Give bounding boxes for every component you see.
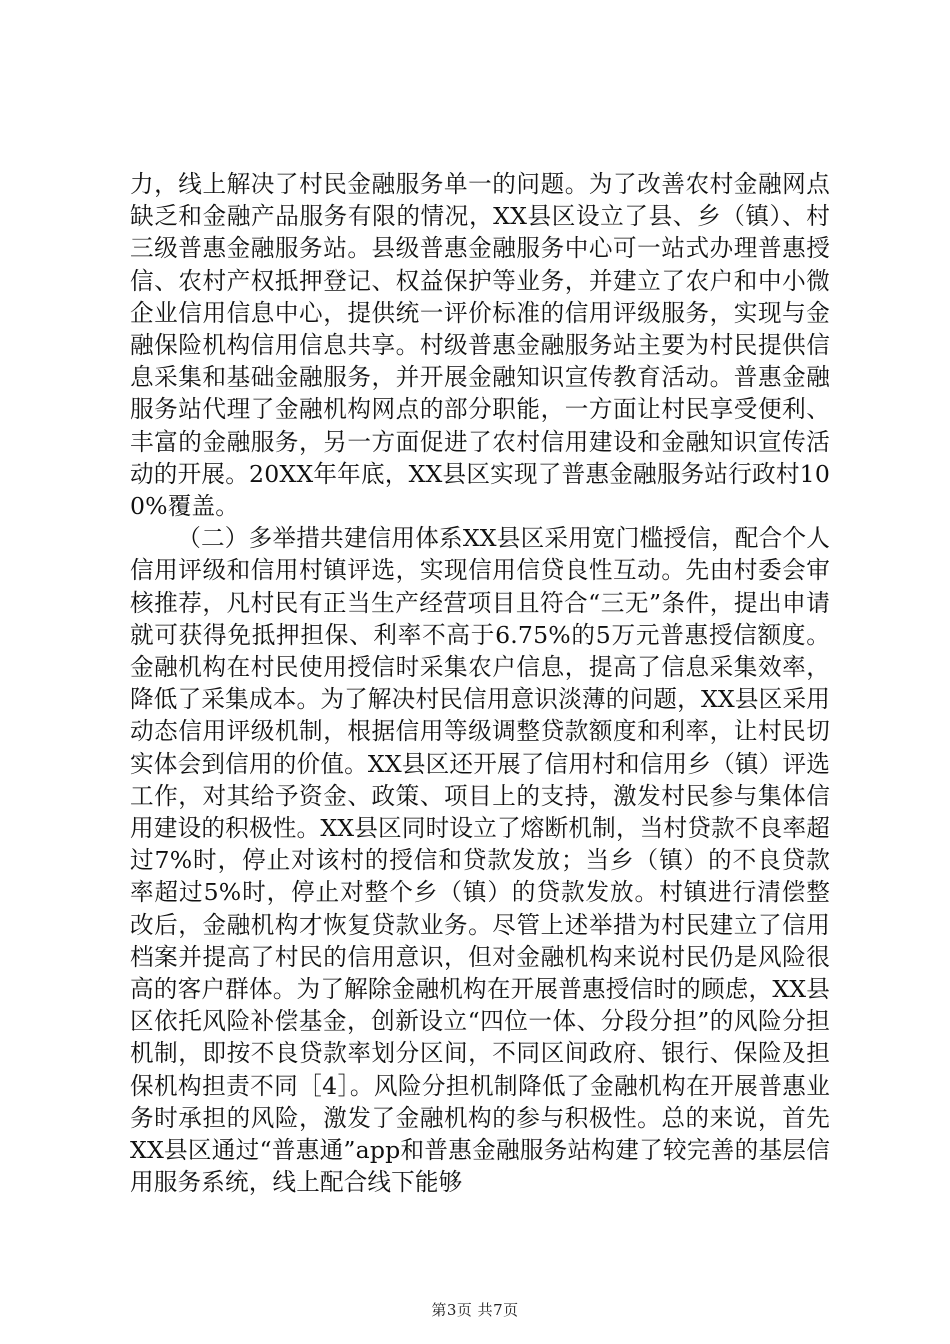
paragraph-2: （二）多举措共建信用体系XX县区采用宽门槛授信，配合个人信用评级和信用村镇评选，实现信用信贷良性互动。先由村委会审核推荐，凡村民有正当生产经营项目且符合“三无”条件，提出申请就可获得免抵押担保、利率不高于6.75%的5万元普惠授信额度。金融机构在村民使用授信时采集农户信息，提高了信息采集效率，降低了采集成本。为了解决村民信用意识淡薄的问题，XX县区采用动态信用评级机制，根据信用等级调整贷款额度和利率，让村民切实体会到信用的价值。XX县区还开展了信用村和信用乡（镇）评选工作，对其给予资金、政策、项目上的支持，激发村民参与集体信用建设的积极性。XX县区同时设立了熔断机制，当村贷款不良率超过7%时，停止对该村的授信和贷款发放；当乡（镇）的不良贷款率超过5%时，停止对整个乡（镇）的贷款发放。村镇进行清偿整改后，金融机构才恢复贷款业务。尽管上述举措为村民建立了信用档案并提高了村民的信用意识，但对金融机构来说村民仍是风险很高的客户群体。为了解除金融机构在开展普惠授信时的顾虑，XX县区依托风险补偿基金，创新设立“四位一体、分段分担”的风险分担机制，即按不良贷款率划分区间，不同区间政府、银行、保险及担保机构担责不同［4］。风险分担机制降低了金融机构在开展普惠业务时承担的风险，激发了金融机构的参与积极性。总的来说，首先XX县区通过“普惠通”app和普惠金融服务站构建了较完善的基层信用服务系统，线上配合线下能够 — [130, 524, 830, 1197]
page-number: 第3页 共7页 — [431, 1301, 519, 1319]
document-body — [130, 168, 830, 1199]
page-footer — [0, 1300, 950, 1320]
paragraph-1: 力，线上解决了村民金融服务单一的问题。为了改善农村金融网点缺乏和金融产品服务有限的情况，XX县区设立了县、乡（镇）、村三级普惠金融服务站。县级普惠金融服务中心可一站式办理普惠授信、农村产权抵押登记、权益保护等业务，并建立了农户和中小微企业信用信息中心，提供统一评价标准的信用评级服务，实现与金融保险机构信用信息共享。村级普惠金融服务站主要为村民提供信息采集和基础金融服务，并开展金融知识宣传教育活动。普惠金融服务站代理了金融机构网点的部分职能，一方面让村民享受便利、丰富的金融服务，另一方面促进了农村信用建设和金融知识宣传活动的开展。20XX年年底，XX县区实现了普惠金融服务站行政村100%覆盖。 — [130, 170, 830, 521]
